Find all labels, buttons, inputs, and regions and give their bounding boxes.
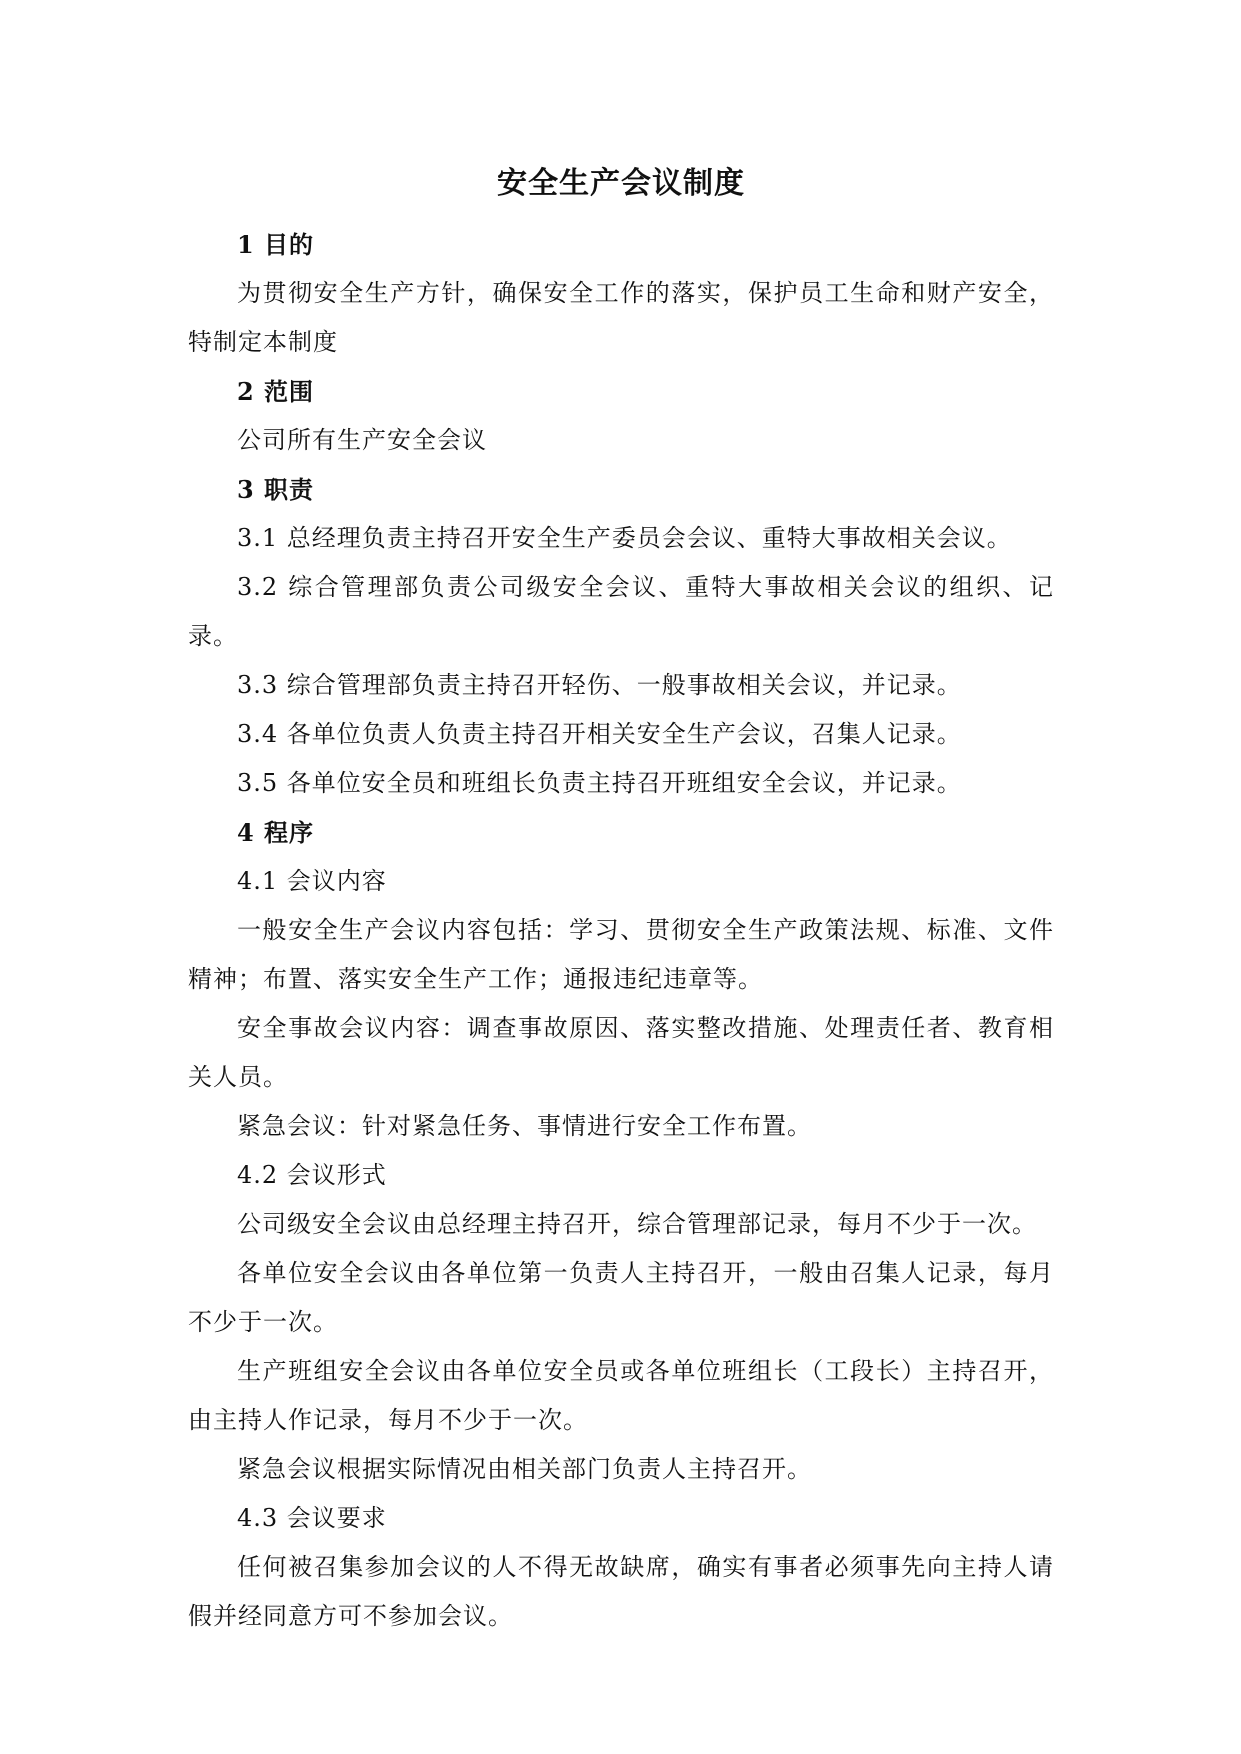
paragraph-team-meeting: 生产班组安全会议由各单位安全员或各单位班组长（工段长）主持召开，由主持人作记录，每月不少于一次。 xyxy=(188,1357,1054,1434)
paragraph-3-4: 3.4 各单位负责人负责主持召开相关安全生产会议，召集人记录。 xyxy=(237,720,962,748)
paragraph-3-3: 3.3 综合管理部负责主持召开轻伤、一般事故相关会议，并记录。 xyxy=(237,671,962,699)
paragraph-unit-meeting: 各单位安全会议由各单位第一负责人主持召开，一般由召集人记录，每月不少于一次。 xyxy=(188,1259,1054,1336)
subheading-4-1: 4.1 会议内容 xyxy=(237,867,387,895)
document-page xyxy=(188,156,1054,1641)
section-heading-responsibilities: 3 职责 xyxy=(237,475,315,504)
subheading-4-2: 4.2 会议形式 xyxy=(237,1161,387,1189)
paragraph-emergency-meeting: 紧急会议：针对紧急任务、事情进行安全工作布置。 xyxy=(237,1112,812,1140)
document-body xyxy=(188,220,1054,1641)
subheading-4-3: 4.3 会议要求 xyxy=(237,1504,387,1532)
paragraph-3-5: 3.5 各单位安全员和班组长负责主持召开班组安全会议，并记录。 xyxy=(237,769,962,797)
paragraph-emergency-meeting-host: 紧急会议根据实际情况由相关部门负责人主持召开。 xyxy=(237,1455,812,1483)
paragraph-accident-meeting-content: 安全事故会议内容：调查事故原因、落实整改措施、处理责任者、教育相关人员。 xyxy=(188,1014,1054,1091)
document-title: 安全生产会议制度 xyxy=(497,166,745,201)
paragraph-scope: 公司所有生产安全会议 xyxy=(237,426,487,454)
paragraph-3-2: 3.2 综合管理部负责公司级安全会议、重特大事故相关会议的组织、记录。 xyxy=(188,573,1054,650)
paragraph-company-meeting: 公司级安全会议由总经理主持召开，综合管理部记录，每月不少于一次。 xyxy=(237,1210,1037,1238)
section-heading-procedure: 4 程序 xyxy=(237,818,315,847)
paragraph-meeting-requirements: 任何被召集参加会议的人不得无故缺席，确实有事者必须事先向主持人请假并经同意方可不参加会议。 xyxy=(188,1553,1054,1630)
paragraph-general-meeting-content: 一般安全生产会议内容包括：学习、贯彻安全生产政策法规、标准、文件精神；布置、落实安全生产工作；通报违纪违章等。 xyxy=(188,916,1054,993)
section-heading-scope: 2 范围 xyxy=(237,377,315,406)
paragraph-purpose: 为贯彻安全生产方针，确保安全工作的落实，保护员工生命和财产安全，特制定本制度 xyxy=(188,279,1054,356)
paragraph-3-1: 3.1 总经理负责主持召开安全生产委员会会议、重特大事故相关会议。 xyxy=(237,524,1012,552)
section-heading-purpose: 1 目的 xyxy=(237,230,315,259)
